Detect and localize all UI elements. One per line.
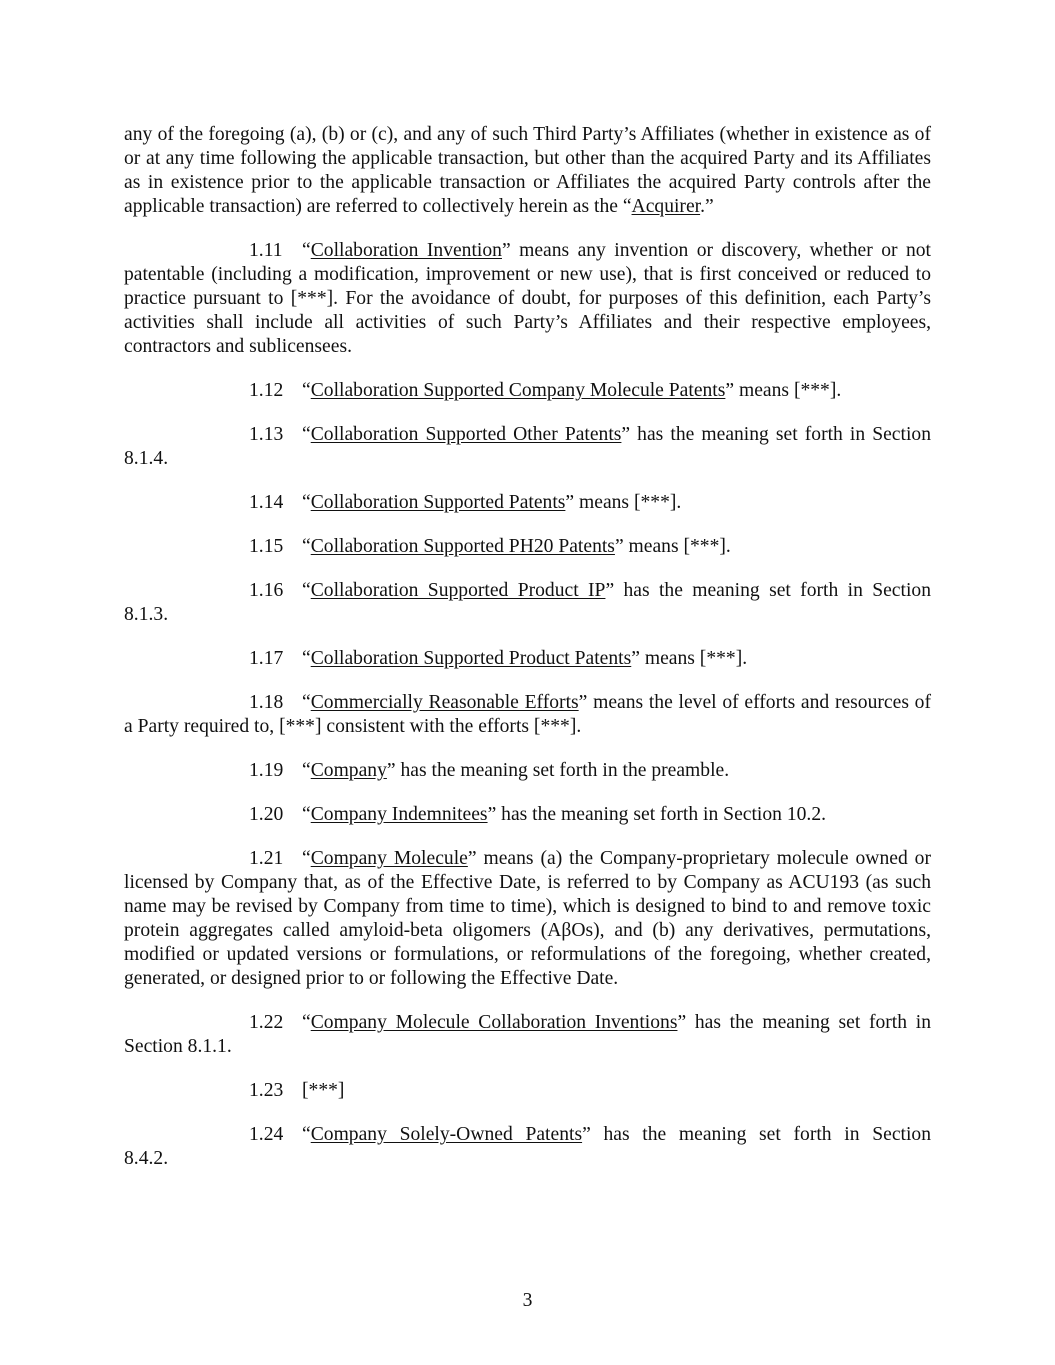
section-number: 1.17: [249, 648, 284, 669]
intro-text: any of the foregoing (a), (b) or (c), and any of such Third Party’s Affiliates (whether in existence as of or at any time following the applicable transaction, but other than the acquired Party and its Affiliates as in existence prior to the applicable transaction or Affiliates the acquired Party controls after the applicable transaction) are referred to collectively herein as the “: [124, 124, 931, 217]
section-number: 1.24: [249, 1124, 284, 1145]
defined-term: Collaboration Supported PH20 Patents: [310, 536, 615, 557]
definition-text: ” means the level of efforts and resources of a Party required to, [***] consistent with the efforts [***].: [124, 692, 931, 737]
definition-1-11: 1.11 “Collaboration Invention” means any invention or discovery, whether or not patentable (including a modification, improvement or new use), that is first conceived or reduced to practice pursuant to [***]. For the avoidance of doubt, for purposes of this definition, each Party’s activities shall include all activities of such Party’s Affiliates and their respective employees, contractors and sublicensees.: [124, 240, 931, 357]
definition-text: ” means [***].: [565, 492, 682, 513]
defined-term: Company Molecule Collaboration Inventions: [310, 1012, 678, 1033]
definition-1-20: 1.20 “Company Indemnitees” has the meaning set forth in Section 10.2.: [249, 804, 827, 825]
definition-1-13-section-ref: 8.1.4.: [124, 448, 169, 469]
defined-term: Commercially Reasonable Efforts: [310, 692, 579, 713]
definition-1-22: 1.22 “Company Molecule Collaboration Inventions” has the meaning set forth in Section 8.1.1.: [124, 1012, 931, 1057]
definition-1-23: [124, 1079, 931, 1103]
defined-term: Collaboration Supported Product Patents: [310, 648, 632, 669]
definition-text: ” has the meaning set forth in Section: [621, 424, 931, 445]
defined-term: Company Molecule: [310, 848, 468, 869]
defined-term: Company Solely-Owned Patents: [310, 1124, 583, 1145]
definition-text: ” has the meaning set forth in Section 10.2.: [487, 804, 827, 825]
defined-term: Collaboration Supported Company Molecule Patents: [310, 380, 726, 401]
definition-text: ” means [***].: [614, 536, 731, 557]
section-number: 1.12: [249, 380, 284, 401]
defined-term: Collaboration Supported Other Patents: [310, 424, 622, 445]
definition-1-18: 1.18 “Commercially Reasonable Efforts” means the level of efforts and resources of a Party required to, [***] consistent with the efforts [***].: [124, 692, 931, 737]
section-number: 1.14: [249, 492, 284, 513]
definition-text: ” has the meaning set forth in the preamble.: [386, 760, 730, 781]
section-number: 1.13: [249, 424, 284, 445]
section-number: 1.23: [249, 1080, 284, 1101]
document-page: [124, 123, 931, 1191]
definition-1-15: 1.15 “Collaboration Supported PH20 Patents” means [***].: [249, 536, 731, 557]
section-number: 1.21: [249, 848, 284, 869]
page-number: 3: [522, 1290, 533, 1311]
definition-1-21: 1.21 “Company Molecule” means (a) the Company-proprietary molecule owned or licensed by Company that, as of the Effective Date, is referred to by Company as ACU193 (as such name may be revised by Company from time to time), which is designed to bind to and remove toxic protein aggregates called amyloid-beta oligomers (AβOs), and (b) any derivatives, permutations, modified or updated versions or formulations, or reformulations of the foregoing, whether created, generated, or designed prior to or following the Effective Date.: [124, 848, 932, 989]
section-number: 1.18: [249, 692, 284, 713]
definition-1-14: 1.14 “Collaboration Supported Patents” means [***].: [249, 492, 682, 513]
definition-1-24-section-ref: 8.4.2.: [124, 1148, 169, 1169]
section-number: 1.22: [249, 1012, 284, 1033]
defined-term: Collaboration Supported Patents: [310, 492, 566, 513]
defined-term: Company Indemnitees: [310, 804, 488, 825]
definition-1-13: 1.13 “Collaboration Supported Other Patents” has the meaning set forth in Section: [249, 424, 931, 445]
definition-1-12: 1.12 “Collaboration Supported Company Molecule Patents” means [***].: [249, 380, 842, 401]
definition-1-17: 1.17 “Collaboration Supported Product Patents” means [***].: [249, 648, 748, 669]
definition-text: ” has the meaning set forth in Section: [605, 580, 931, 601]
definition-1-19: 1.19 “Company” has the meaning set forth in the preamble.: [249, 760, 730, 781]
section-number: 1.16: [249, 580, 284, 601]
defined-term-acquirer: Acquirer: [631, 196, 701, 217]
definition-text: ” has the meaning set forth in Section 8.1.1.: [124, 1012, 931, 1057]
definition-text: ” means [***].: [631, 648, 748, 669]
intro-paragraph: [124, 123, 931, 219]
section-number: 1.11: [249, 240, 283, 261]
section-number: 1.19: [249, 760, 284, 781]
definition-text: ” means [***].: [725, 380, 842, 401]
definition-1-16: 1.16 “Collaboration Supported Product IP” has the meaning set forth in Section: [249, 580, 931, 601]
definition-text: ” means any invention or discovery, whether or not patentable (including a modification, improvement or new use), that is first conceived or reduced to practice pursuant to [***]. For the avoidance of doubt, for purposes of this definition, each Party’s activities shall include all activities of such Party’s Affiliates and their respective employees, contractors and sublicensees.: [124, 240, 931, 357]
section-number: 1.20: [249, 804, 284, 825]
intro-closing: .”: [700, 196, 714, 217]
definition-text: ” has the meaning set forth in Section: [582, 1124, 931, 1145]
definition-1-16-section-ref: 8.1.3.: [124, 604, 169, 625]
definition-text: [***]: [302, 1080, 345, 1101]
defined-term: Collaboration Supported Product IP: [310, 580, 606, 601]
defined-term: Collaboration Invention: [310, 240, 502, 261]
definition-1-24: 1.24 “Company Solely-Owned Patents” has the meaning set forth in Section: [249, 1124, 931, 1145]
section-number: 1.15: [249, 536, 284, 557]
defined-term: Company: [310, 760, 387, 781]
definition-text: ” means (a) the Company-proprietary molecule owned or licensed by Company that, as of the Effective Date, is referred to by Company as ACU193 (as such name may be revised by Company from time to time), which is designed to bind to and remove toxic protein aggregates called amyloid-beta oligomers (AβOs), and (b) any derivatives, permutations, modified or updated versions or formulations, or reformulations of the foregoing, whether created, generated, or designed prior to or following the Effective Date.: [124, 848, 932, 989]
